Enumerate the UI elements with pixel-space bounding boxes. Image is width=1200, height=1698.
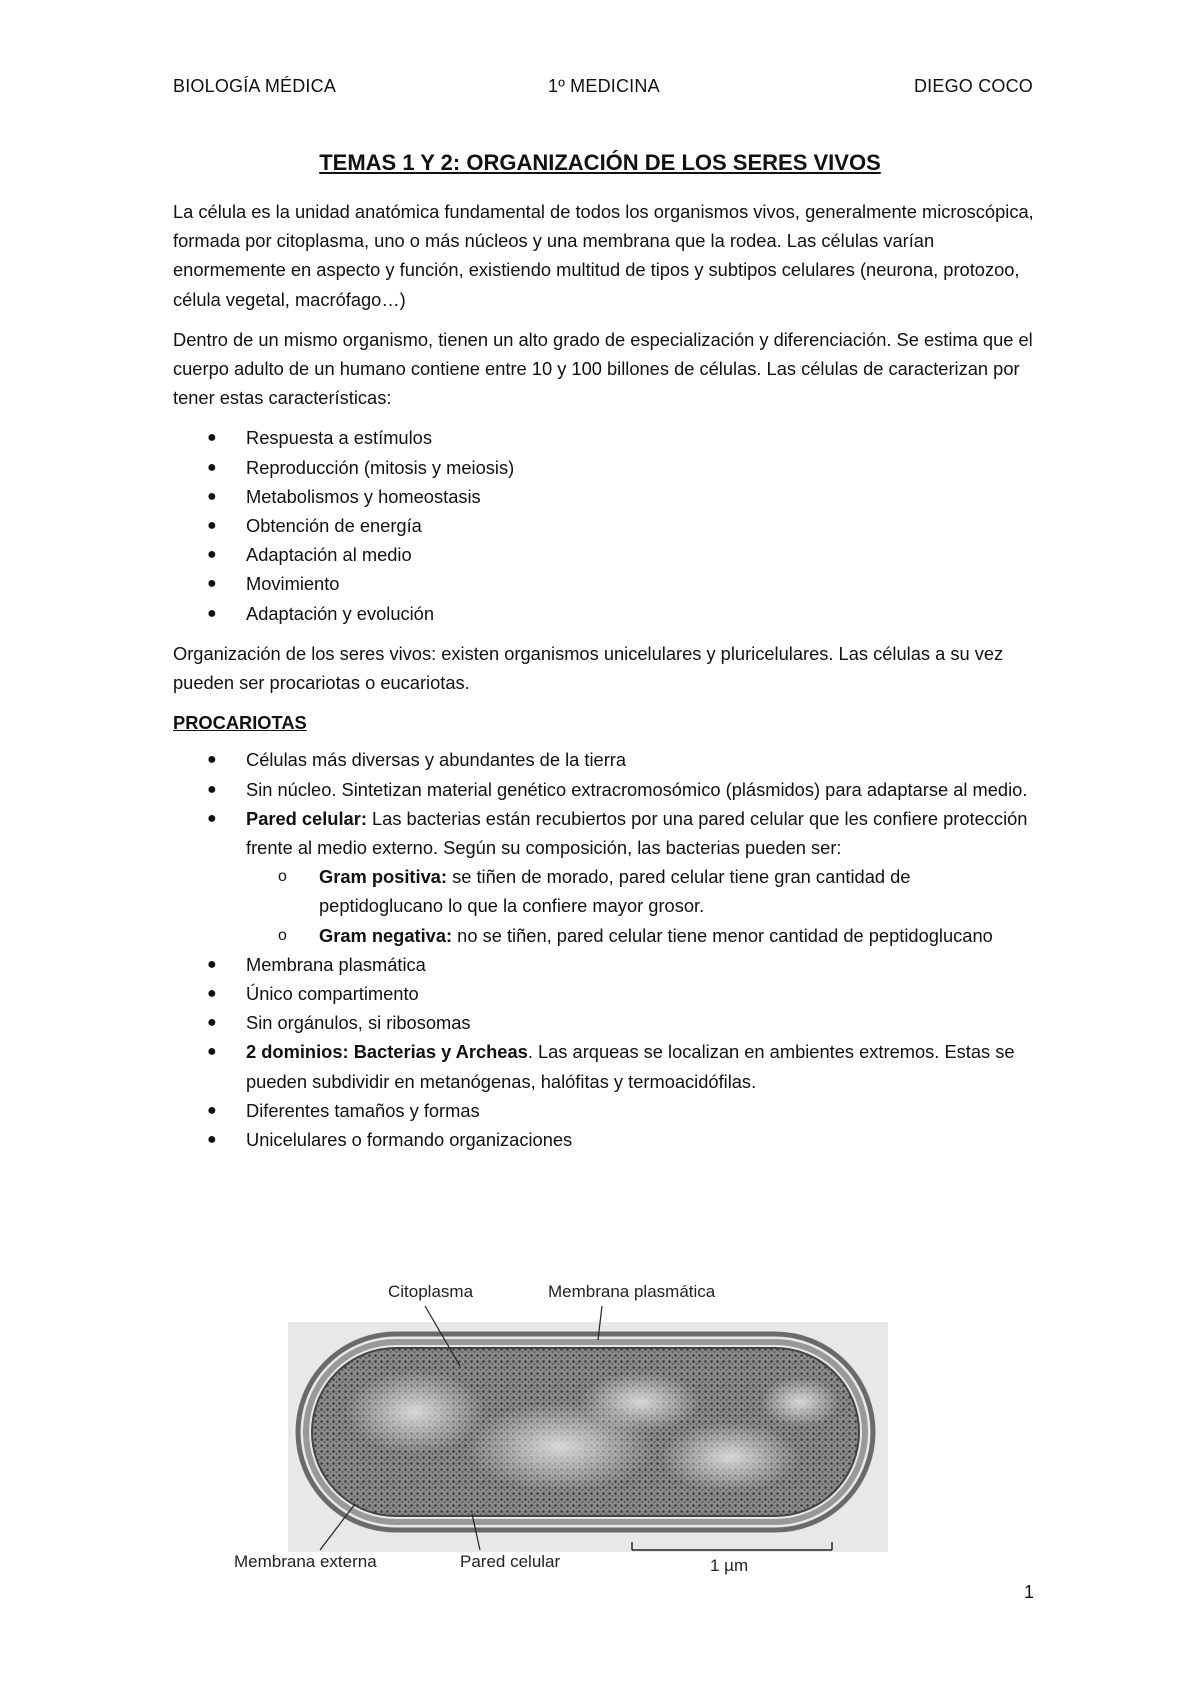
bullet-icon: ● [207, 517, 217, 535]
list-item: ● Sin orgánulos, si ribosomas [173, 1008, 1038, 1037]
sublist-item: o Gram negativa: no se tiñen, pared celular tiene menor cantidad de peptidoglucano [246, 921, 1038, 950]
bullet-icon: ● [207, 780, 217, 798]
list-item: ● Adaptación y evolución [173, 599, 1038, 628]
page-header [173, 76, 1033, 102]
circle-bullet-icon: o [278, 868, 287, 886]
bullet-icon: ● [207, 604, 217, 622]
list-item: ● Movimiento [173, 569, 1038, 598]
bullet-icon: ● [207, 955, 217, 973]
list-item: ● Reproducción (mitosis y meiosis) [173, 453, 1038, 482]
list-item: ● Metabolismos y homeostasis [173, 482, 1038, 511]
bullet-icon: ● [207, 1101, 217, 1119]
list-item: ● Respuesta a estímulos [173, 423, 1038, 452]
bullet-icon: ● [207, 1014, 217, 1032]
bullet-icon: ● [207, 546, 217, 564]
bullet-icon: ● [207, 429, 217, 447]
bullet-icon: ● [207, 809, 217, 827]
list-item: ● Unicelulares o formando organizaciones [173, 1125, 1038, 1154]
bullet-icon: ● [207, 575, 217, 593]
bacterium-micrograph [260, 1282, 925, 1594]
bullet-icon: ● [207, 458, 217, 476]
header-subject: BIOLOGÍA MÉDICA [173, 76, 337, 96]
gram-sublist [246, 862, 1038, 950]
circle-bullet-icon: o [278, 926, 287, 944]
bullet-icon: ● [207, 985, 217, 1003]
intro-paragraph: La célula es la unidad anatómica fundamental de todos los organismos vivos, generalmente microscópica, formada por citoplasma, uno o más núcleos y una membrana que la rodea. Las células varían enormemente en aspecto y función, existiendo multitud de tipos y subtipos celulares (neurona, protozoo, célula vegetal, macrófago…) [173, 201, 1034, 310]
label-membrana-externa: Membrana externa [234, 1552, 377, 1571]
list-item: ● Pared celular: Las bacterias están recubiertos por una pared celular que les confiere protección frente al medio externo. Según su composición, las bacterias pueden ser: o Gram positiva: se tiñen de morado, pared celular tiene gran cantidad de peptidoglucano lo que la confiere mayor grosor. o Gram negativa: no se tiñen, pared celular tiene menor cantidad de peptidoglucano [173, 804, 1038, 950]
list-item: ● Único compartimento [173, 979, 1038, 1008]
bacterium-micrograph-figure [234, 1282, 925, 1594]
characteristics-list [173, 423, 1038, 627]
list-item: ● Células más diversas y abundantes de la tierra [173, 745, 1038, 774]
bullet-icon: ● [207, 1131, 217, 1149]
bullet-icon: ● [207, 751, 217, 769]
scale-label: 1 µm [710, 1556, 749, 1575]
procariotas-list [173, 745, 1038, 1154]
list-item: ● Obtención de energía [173, 511, 1038, 540]
sublist-item: o Gram positiva: se tiñen de morado, pared celular tiene gran cantidad de peptidoglucano lo que la confiere mayor grosor. [246, 862, 1038, 920]
bullet-icon: ● [207, 1043, 217, 1061]
document-body [173, 197, 1038, 1165]
list-item: ● Adaptación al medio [173, 540, 1038, 569]
page-number: 1 [1024, 1582, 1035, 1602]
document-title: TEMAS 1 Y 2: ORGANIZACIÓN DE LOS SERES VIVOS [319, 150, 881, 175]
header-author: DIEGO COCO [913, 76, 1033, 96]
list-item: ● Diferentes tamaños y formas [173, 1096, 1038, 1125]
list-item: ● 2 dominios: Bacterias y Archeas. Las arqueas se localizan en ambientes extremos. Estas se pueden subdividir en metanógenas, halófitas y termoacidófilas. [173, 1037, 1038, 1095]
bullet-icon: ● [207, 487, 217, 505]
label-pared-celular: Pared celular [460, 1552, 561, 1571]
organization-paragraph: Organización de los seres vivos: existen organismos unicelulares y pluricelulares. Las células a su vez pueden ser procariotas o eucariotas. [173, 642, 1004, 694]
section-heading-procariotas: PROCARIOTAS [173, 712, 307, 734]
header-course: 1º MEDICINA [548, 76, 660, 96]
specialization-paragraph: Dentro de un mismo organismo, tienen un alto grado de especialización y diferenciación. Se estima que el cuerpo adulto de un humano contiene entre 10 y 100 billones de células. Las células de caracterizan por tener estas características: [173, 328, 1033, 409]
label-membrana-plasmatica: Membrana plasmática [548, 1282, 716, 1301]
list-item: ● Sin núcleo. Sintetizan material genético extracromosómico (plásmidos) para adaptarse al medio. [173, 775, 1038, 804]
label-citoplasma: Citoplasma [388, 1282, 474, 1301]
list-item: ● Membrana plasmática [173, 950, 1038, 979]
